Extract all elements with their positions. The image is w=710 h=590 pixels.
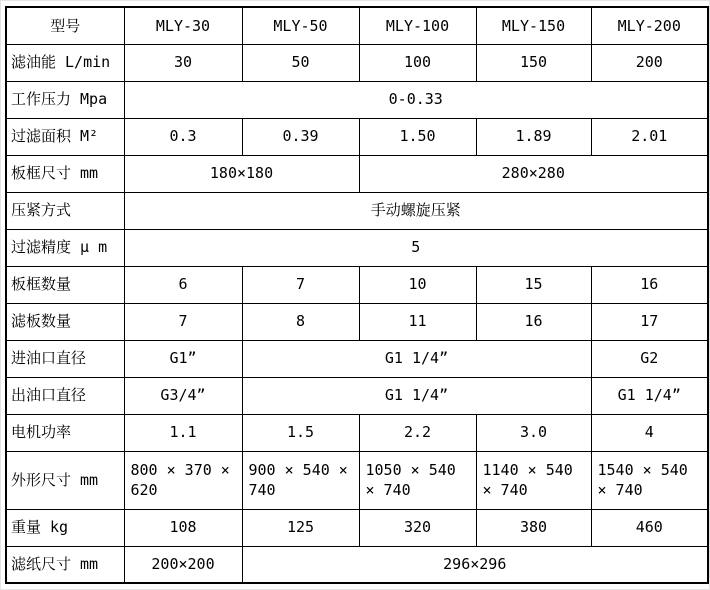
data-cell: 7 bbox=[124, 303, 242, 340]
table-row bbox=[6, 44, 708, 81]
data-cell: 15 bbox=[476, 266, 591, 303]
table-row bbox=[6, 155, 708, 192]
data-cell: 380 bbox=[476, 509, 591, 546]
table-row bbox=[6, 340, 708, 377]
row-label: 压紧方式 bbox=[6, 192, 124, 229]
data-cell: 16 bbox=[591, 266, 708, 303]
data-cell: 150 bbox=[476, 44, 591, 81]
data-cell: G3/4” bbox=[124, 377, 242, 414]
row-label: 板框尺寸 mm bbox=[6, 155, 124, 192]
row-label: 外形尺寸 mm bbox=[6, 451, 124, 509]
data-cell: 200 bbox=[591, 44, 708, 81]
table-row bbox=[6, 81, 708, 118]
row-label: 进油口直径 bbox=[6, 340, 124, 377]
data-cell: 4 bbox=[591, 414, 708, 451]
header-row bbox=[6, 7, 708, 44]
data-cell: 30 bbox=[124, 44, 242, 81]
data-cell: 7 bbox=[242, 266, 359, 303]
data-cell: G1 1/4” bbox=[242, 340, 591, 377]
table-row bbox=[6, 303, 708, 340]
data-cell: G2 bbox=[591, 340, 708, 377]
data-cell: 0.3 bbox=[124, 118, 242, 155]
spec-table bbox=[5, 6, 709, 584]
data-cell: 17 bbox=[591, 303, 708, 340]
row-label: 重量 kg bbox=[6, 509, 124, 546]
data-cell: 1.5 bbox=[242, 414, 359, 451]
data-cell: 3.0 bbox=[476, 414, 591, 451]
data-cell: 1540 × 540 × 740 bbox=[591, 451, 708, 509]
data-cell: 2.01 bbox=[591, 118, 708, 155]
model-header-label: 型号 bbox=[6, 7, 124, 44]
data-cell: 900 × 540 × 740 bbox=[242, 451, 359, 509]
data-cell: 280×280 bbox=[359, 155, 708, 192]
data-cell: 0-0.33 bbox=[124, 81, 708, 118]
table-row bbox=[6, 377, 708, 414]
data-cell: 320 bbox=[359, 509, 476, 546]
model-name-cell: MLY-100 bbox=[359, 7, 476, 44]
data-cell: 16 bbox=[476, 303, 591, 340]
row-label: 出油口直径 bbox=[6, 377, 124, 414]
data-cell: 296×296 bbox=[242, 546, 708, 583]
row-label: 过滤面积 M² bbox=[6, 118, 124, 155]
spec-table-body bbox=[6, 7, 708, 583]
row-label: 滤油能 L/min bbox=[6, 44, 124, 81]
model-name-cell: MLY-150 bbox=[476, 7, 591, 44]
data-cell: 1.1 bbox=[124, 414, 242, 451]
data-cell: 1.89 bbox=[476, 118, 591, 155]
table-row bbox=[6, 118, 708, 155]
row-label: 板框数量 bbox=[6, 266, 124, 303]
row-label: 电机功率 bbox=[6, 414, 124, 451]
data-cell: 180×180 bbox=[124, 155, 359, 192]
data-cell: 1.50 bbox=[359, 118, 476, 155]
data-cell: 125 bbox=[242, 509, 359, 546]
data-cell: 1050 × 540 × 740 bbox=[359, 451, 476, 509]
table-row bbox=[6, 451, 708, 509]
data-cell: 2.2 bbox=[359, 414, 476, 451]
row-label: 过滤精度 μ m bbox=[6, 229, 124, 266]
data-cell: 10 bbox=[359, 266, 476, 303]
data-cell: 200×200 bbox=[124, 546, 242, 583]
data-cell: G1” bbox=[124, 340, 242, 377]
model-name-cell: MLY-30 bbox=[124, 7, 242, 44]
table-row bbox=[6, 192, 708, 229]
row-label: 滤板数量 bbox=[6, 303, 124, 340]
data-cell: 8 bbox=[242, 303, 359, 340]
table-row bbox=[6, 509, 708, 546]
model-name-cell: MLY-50 bbox=[242, 7, 359, 44]
data-cell: 100 bbox=[359, 44, 476, 81]
data-cell: G1 1/4” bbox=[591, 377, 708, 414]
data-cell: 0.39 bbox=[242, 118, 359, 155]
data-cell: G1 1/4” bbox=[242, 377, 591, 414]
table-row bbox=[6, 546, 708, 583]
row-label: 工作压力 Mpa bbox=[6, 81, 124, 118]
table-row bbox=[6, 266, 708, 303]
table-row bbox=[6, 229, 708, 266]
data-cell: 1140 × 540 × 740 bbox=[476, 451, 591, 509]
model-name-cell: MLY-200 bbox=[591, 7, 708, 44]
row-label: 滤纸尺寸 mm bbox=[6, 546, 124, 583]
table-row bbox=[6, 414, 708, 451]
data-cell: 手动螺旋压紧 bbox=[124, 192, 708, 229]
data-cell: 6 bbox=[124, 266, 242, 303]
data-cell: 50 bbox=[242, 44, 359, 81]
data-cell: 5 bbox=[124, 229, 708, 266]
data-cell: 11 bbox=[359, 303, 476, 340]
data-cell: 800 × 370 × 620 bbox=[124, 451, 242, 509]
data-cell: 460 bbox=[591, 509, 708, 546]
data-cell: 108 bbox=[124, 509, 242, 546]
